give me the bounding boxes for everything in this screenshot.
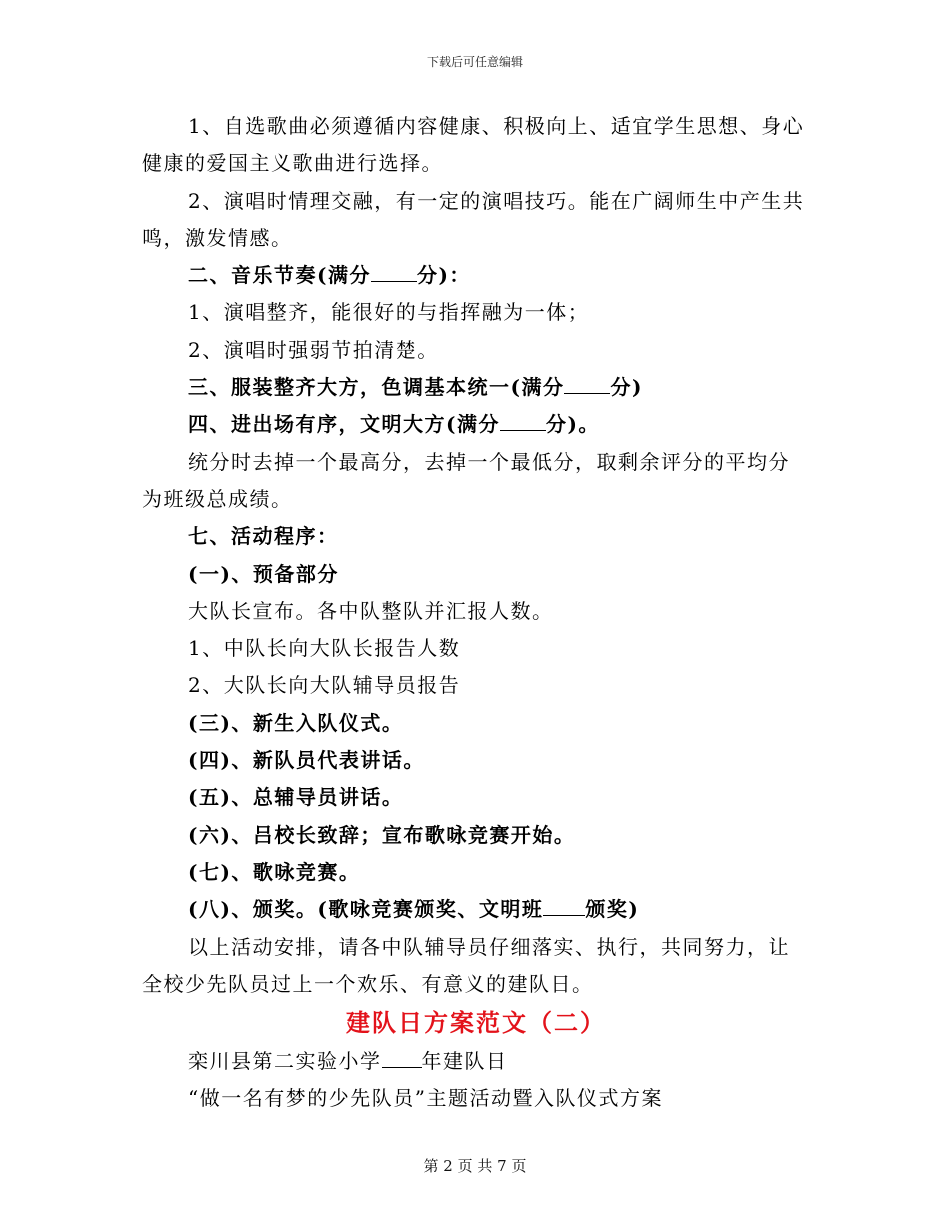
heading-text: (六)、吕校长致辞；宣布歌咏竞赛开始。 xyxy=(188,822,576,847)
score-blank xyxy=(500,412,546,431)
paragraph-school xyxy=(142,1043,810,1080)
score-blank xyxy=(564,375,610,394)
text-line: 2、演唱时强弱节拍清楚。 xyxy=(188,337,439,362)
heading-text: (三)、新生入队仪式。 xyxy=(188,710,404,735)
text-line: 全校少先队员过上一个欢乐、有意义的建队日。 xyxy=(142,971,594,996)
text-line: 为班级总成绩。 xyxy=(142,486,293,511)
paragraph-criteria-1 xyxy=(142,108,810,145)
paragraph-scoring-cont xyxy=(142,481,810,518)
page-footer: 第 2 页 共 7 页 xyxy=(423,1157,527,1175)
heading-text: 分)： xyxy=(416,263,471,288)
heading-text: (八)、颁奖。(歌咏竞赛颁奖、文明班 xyxy=(188,897,544,922)
heading-costume xyxy=(142,369,810,406)
heading-step-5 xyxy=(142,779,810,816)
heading-entrance xyxy=(142,406,810,443)
paragraph-closing-cont xyxy=(142,966,810,1003)
document-body xyxy=(142,108,810,1118)
heading-text: (七)、歌咏竞赛。 xyxy=(188,859,361,884)
paragraph-prep-1 xyxy=(142,630,810,667)
heading-text: 二、音乐节奏(满分 xyxy=(188,263,371,288)
text-line: 年建队日 xyxy=(421,1049,508,1074)
heading-step-7 xyxy=(142,854,810,891)
heading-prep xyxy=(142,556,810,593)
heading-text: (五)、总辅导员讲话。 xyxy=(188,785,404,810)
text-line: 大队长宣布。各中队整队并汇报人数。 xyxy=(188,598,554,623)
heading-text: 三、服装整齐大方，色调基本统一(满分 xyxy=(188,375,565,400)
page-header: 下载后可任意编辑 xyxy=(426,55,523,69)
paragraph-closing xyxy=(142,929,810,966)
text-line: “做一名有梦的少先队员”主题活动暨入队仪式方案 xyxy=(188,1086,663,1111)
text-line: 1、演唱整齐，能很好的与指挥融为一体； xyxy=(188,300,590,325)
paragraph-prep-2 xyxy=(142,667,810,704)
heading-step-6 xyxy=(142,817,810,854)
heading-text: (一)、预备部分 xyxy=(188,561,339,586)
paragraph-prep xyxy=(142,593,810,630)
paragraph-criteria-1-cont xyxy=(142,145,810,182)
heading-text: (四)、新队员代表讲话。 xyxy=(188,748,425,773)
paragraph-theme xyxy=(142,1080,810,1117)
text-line: 统分时去掉一个最高分，去掉一个最低分，取剩余评分的平均分 xyxy=(188,449,790,474)
text-line: 以上活动安排，请各中队辅导员仔细落实、执行，共同努力，让 xyxy=(188,934,790,959)
text-line: 2、演唱时情理交融，有一定的演唱技巧。能在广阔师生中产生共 xyxy=(188,188,805,213)
heading-text: 四、进出场有序，文明大方(满分 xyxy=(188,412,500,437)
year-blank xyxy=(382,1049,422,1068)
text-line: 1、中队长向大队长报告人数 xyxy=(188,636,461,661)
text-line: 栾川县第二实验小学 xyxy=(188,1049,382,1074)
paragraph-criteria-2-cont xyxy=(142,220,810,257)
heading-rhythm xyxy=(142,257,810,294)
paragraph-rhythm-2 xyxy=(142,332,810,369)
paragraph-rhythm-1 xyxy=(142,294,810,331)
section-title: 建队日方案范文（二） xyxy=(346,1008,606,1038)
heading-text: 分)。 xyxy=(545,412,600,437)
heading-step-4 xyxy=(142,742,810,779)
text-line: 2、大队长向大队辅导员报告 xyxy=(188,673,461,698)
paragraph-scoring xyxy=(142,444,810,481)
heading-step-3 xyxy=(142,705,810,742)
text-line: 1、自选歌曲必须遵循内容健康、积极向上、适宜学生思想、身心 xyxy=(188,114,805,138)
heading-text: 分) xyxy=(610,375,643,400)
heading-text: 颁奖) xyxy=(585,897,640,922)
paragraph-criteria-2 xyxy=(142,183,810,220)
heading-step-8 xyxy=(142,891,810,928)
score-blank xyxy=(371,263,417,282)
heading-text: 七、活动程序： xyxy=(188,524,339,549)
heading-procedure xyxy=(142,518,810,555)
text-line: 鸣，激发情感。 xyxy=(142,225,293,250)
award-blank xyxy=(543,897,585,916)
text-line: 健康的爱国主义歌曲进行选择。 xyxy=(142,151,443,176)
